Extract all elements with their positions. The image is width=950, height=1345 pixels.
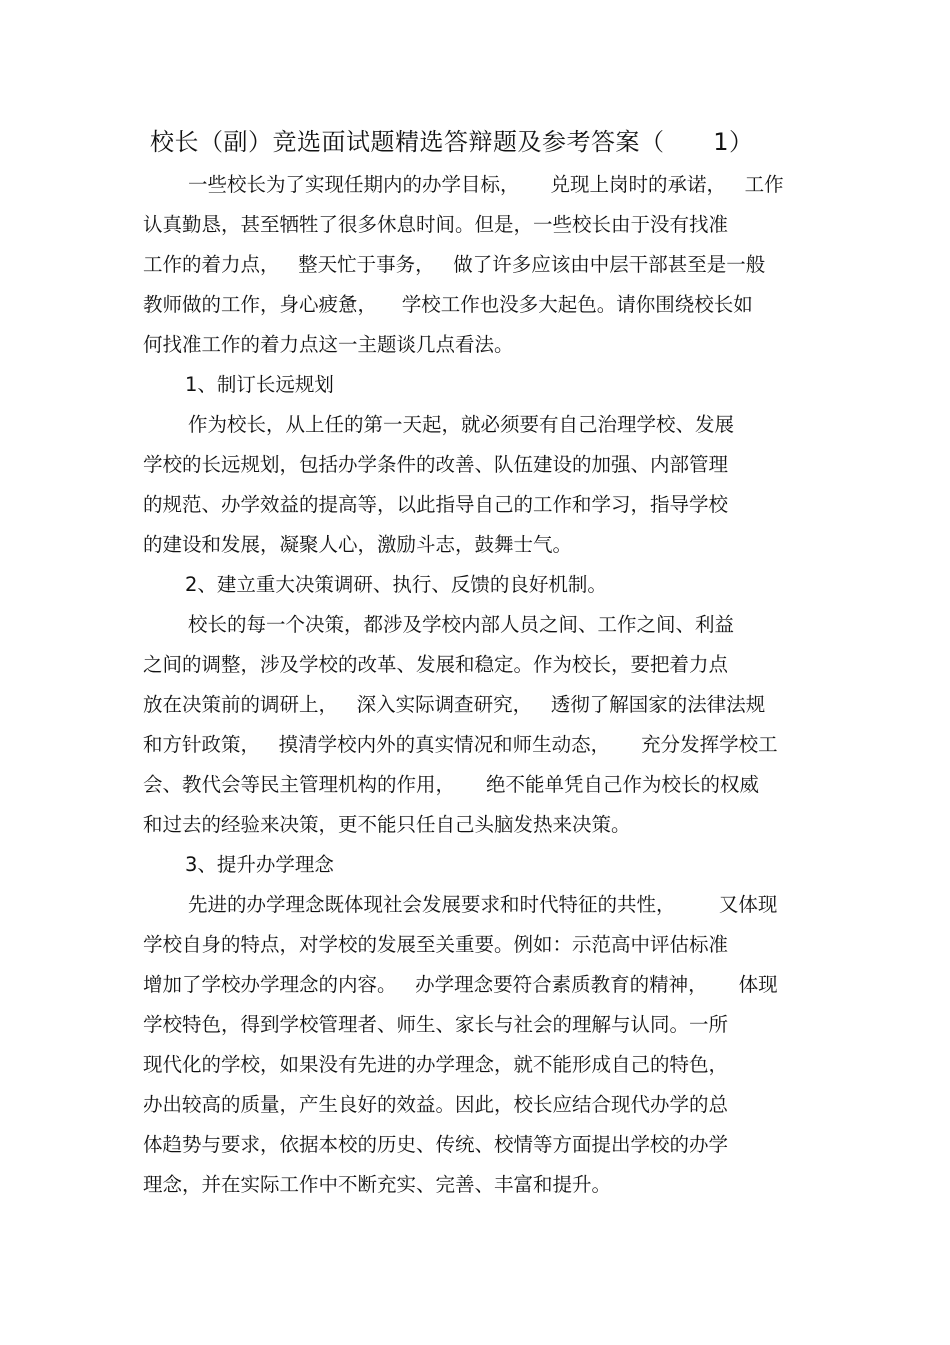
paragraph-line: 增加了学校办学理念的内容。 办学理念要符合素质教育的精神， 体现 (143, 973, 778, 996)
paragraph-line: 教师做的工作，身心疲惫， 学校工作也没多大起色。请你围绕校长如 (143, 293, 753, 316)
paragraph-line: 放在决策前的调研上， 深入实际调查研究， 透彻了解国家的法律法规 (143, 693, 766, 716)
paragraph-line: 办出较高的质量，产生良好的效益。因此，校长应结合现代办学的总 (143, 1093, 729, 1116)
section-heading: 3、提升办学理念 (185, 853, 334, 876)
paragraph-line: 学校自身的特点，对学校的发展至关重要。例如：示范高中评估标准 (143, 933, 729, 956)
paragraph-line: 的建设和发展，凝聚人心，激励斗志，鼓舞士气。 (143, 533, 573, 556)
document-title: 校长（副）竞选面试题精选答辩题及参考答案（ 1） (150, 128, 754, 156)
section-heading: 2、建立重大决策调研、执行、反馈的良好机制。 (185, 573, 607, 596)
paragraph-line: 何找准工作的着力点这一主题谈几点看法。 (143, 333, 514, 356)
paragraph-line: 会、教代会等民主管理机构的作用， 绝不能单凭自己作为校长的权威 (143, 773, 759, 796)
paragraph-line: 和方针政策， 摸清学校内外的真实情况和师生动态， 充分发挥学校工 (143, 733, 778, 756)
paragraph-line: 体趋势与要求，依据本校的历史、传统、校情等方面提出学校的办学 (143, 1133, 729, 1156)
paragraph-line: 工作的着力点， 整天忙于事务， 做了许多应该由中层干部甚至是一般 (143, 253, 766, 276)
paragraph-line: 认真勤恳，甚至牺牲了很多休息时间。但是，一些校长由于没有找准 (143, 213, 729, 236)
paragraph-line: 和过去的经验来决策，更不能只任自己头脑发热来决策。 (143, 813, 631, 836)
paragraph-line: 校长的每一个决策，都涉及学校内部人员之间、工作之间、利益 (188, 613, 735, 636)
paragraph-line: 一些校长为了实现任期内的办学目标， 兑现上岗时的承诺， 工作 (188, 173, 784, 196)
paragraph-line: 作为校长，从上任的第一天起，就必须要有自己治理学校、发展 (188, 413, 735, 436)
section-heading: 1、制订长远规划 (185, 373, 334, 396)
paragraph-line: 先进的办学理念既体现社会发展要求和时代特征的共性， 又体现 (188, 893, 778, 916)
paragraph-line: 现代化的学校，如果没有先进的办学理念，就不能形成自己的特色， (143, 1053, 729, 1076)
paragraph-line: 理念，并在实际工作中不断充实、完善、丰富和提升。 (143, 1173, 612, 1196)
document-body (143, 168, 823, 1208)
paragraph-line: 学校特色，得到学校管理者、师生、家长与社会的理解与认同。一所 (143, 1013, 729, 1036)
paragraph-line: 的规范、办学效益的提高等，以此指导自己的工作和学习，指导学校 (143, 493, 729, 516)
paragraph-line: 之间的调整，涉及学校的改革、发展和稳定。作为校长，要把着力点 (143, 653, 729, 676)
paragraph-line: 学校的长远规划，包括办学条件的改善、队伍建设的加强、内部管理 (143, 453, 729, 476)
